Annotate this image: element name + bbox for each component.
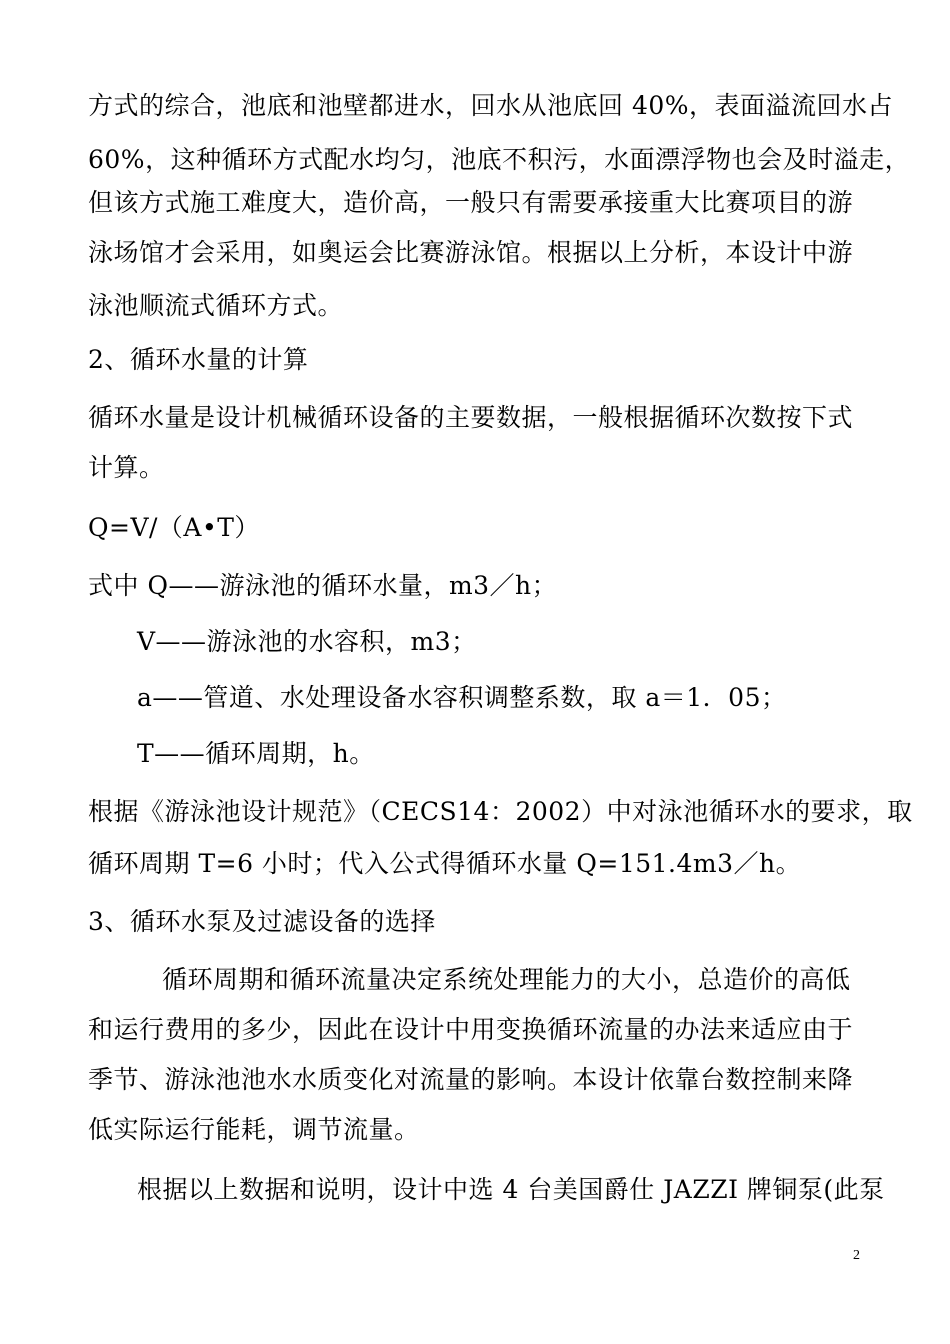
section-heading: 3、循环水泵及过滤设备的选择 [88, 907, 436, 936]
text-line: T——循环周期，h。 [137, 739, 375, 768]
text-line: 60%，这种循环方式配水均匀，池底不积污，水面漂浮物也会及时溢走， [88, 145, 911, 174]
text-line: V——游泳池的水容积，m3； [137, 627, 477, 656]
text-line: 泳池顺流式循环方式。 [88, 291, 344, 320]
text-line: 泳场馆才会采用，如奥运会比赛游泳馆。根据以上分析，本设计中游 [88, 238, 854, 267]
text-line: 但该方式施工难度大，造价高，一般只有需要承接重大比赛项目的游 [88, 188, 854, 217]
text-line: 季节、游泳池池水水质变化对流量的影响。本设计依靠台数控制来降 [88, 1065, 854, 1094]
page-number: 2 [853, 1248, 860, 1263]
text-line: 根据以上数据和说明，设计中选 4 台美国爵仕 JAZZI 牌铜泵(此泵 [137, 1175, 885, 1204]
text-line: 根据《游泳池设计规范》（CECS14：2002）中对泳池循环水的要求，取 [88, 797, 913, 826]
formula: Q=V/（A•T） [88, 513, 260, 542]
text-line: 循环周期 T=6 小时；代入公式得循环水量 Q=151.4m3／h。 [88, 849, 802, 878]
text-line: 低实际运行能耗，调节流量。 [88, 1115, 420, 1144]
text-line: 和运行费用的多少，因此在设计中用变换循环流量的办法来适应由于 [88, 1015, 854, 1044]
text-line: 计算。 [88, 453, 165, 482]
text-line: 方式的综合，池底和池壁都进水，回水从池底回 40%，表面溢流回水占 [88, 91, 894, 120]
text-line: 循环周期和循环流量决定系统处理能力的大小，总造价的高低 [162, 965, 851, 994]
text-line: 式中 Q——游泳池的循环水量，m3／h； [88, 571, 558, 600]
section-heading: 2、循环水量的计算 [88, 345, 309, 374]
text-line: 循环水量是设计机械循环设备的主要数据，一般根据循环次数按下式 [88, 403, 854, 432]
text-line: a——管道、水处理设备水容积调整系数，取 a＝1．05； [137, 683, 787, 712]
